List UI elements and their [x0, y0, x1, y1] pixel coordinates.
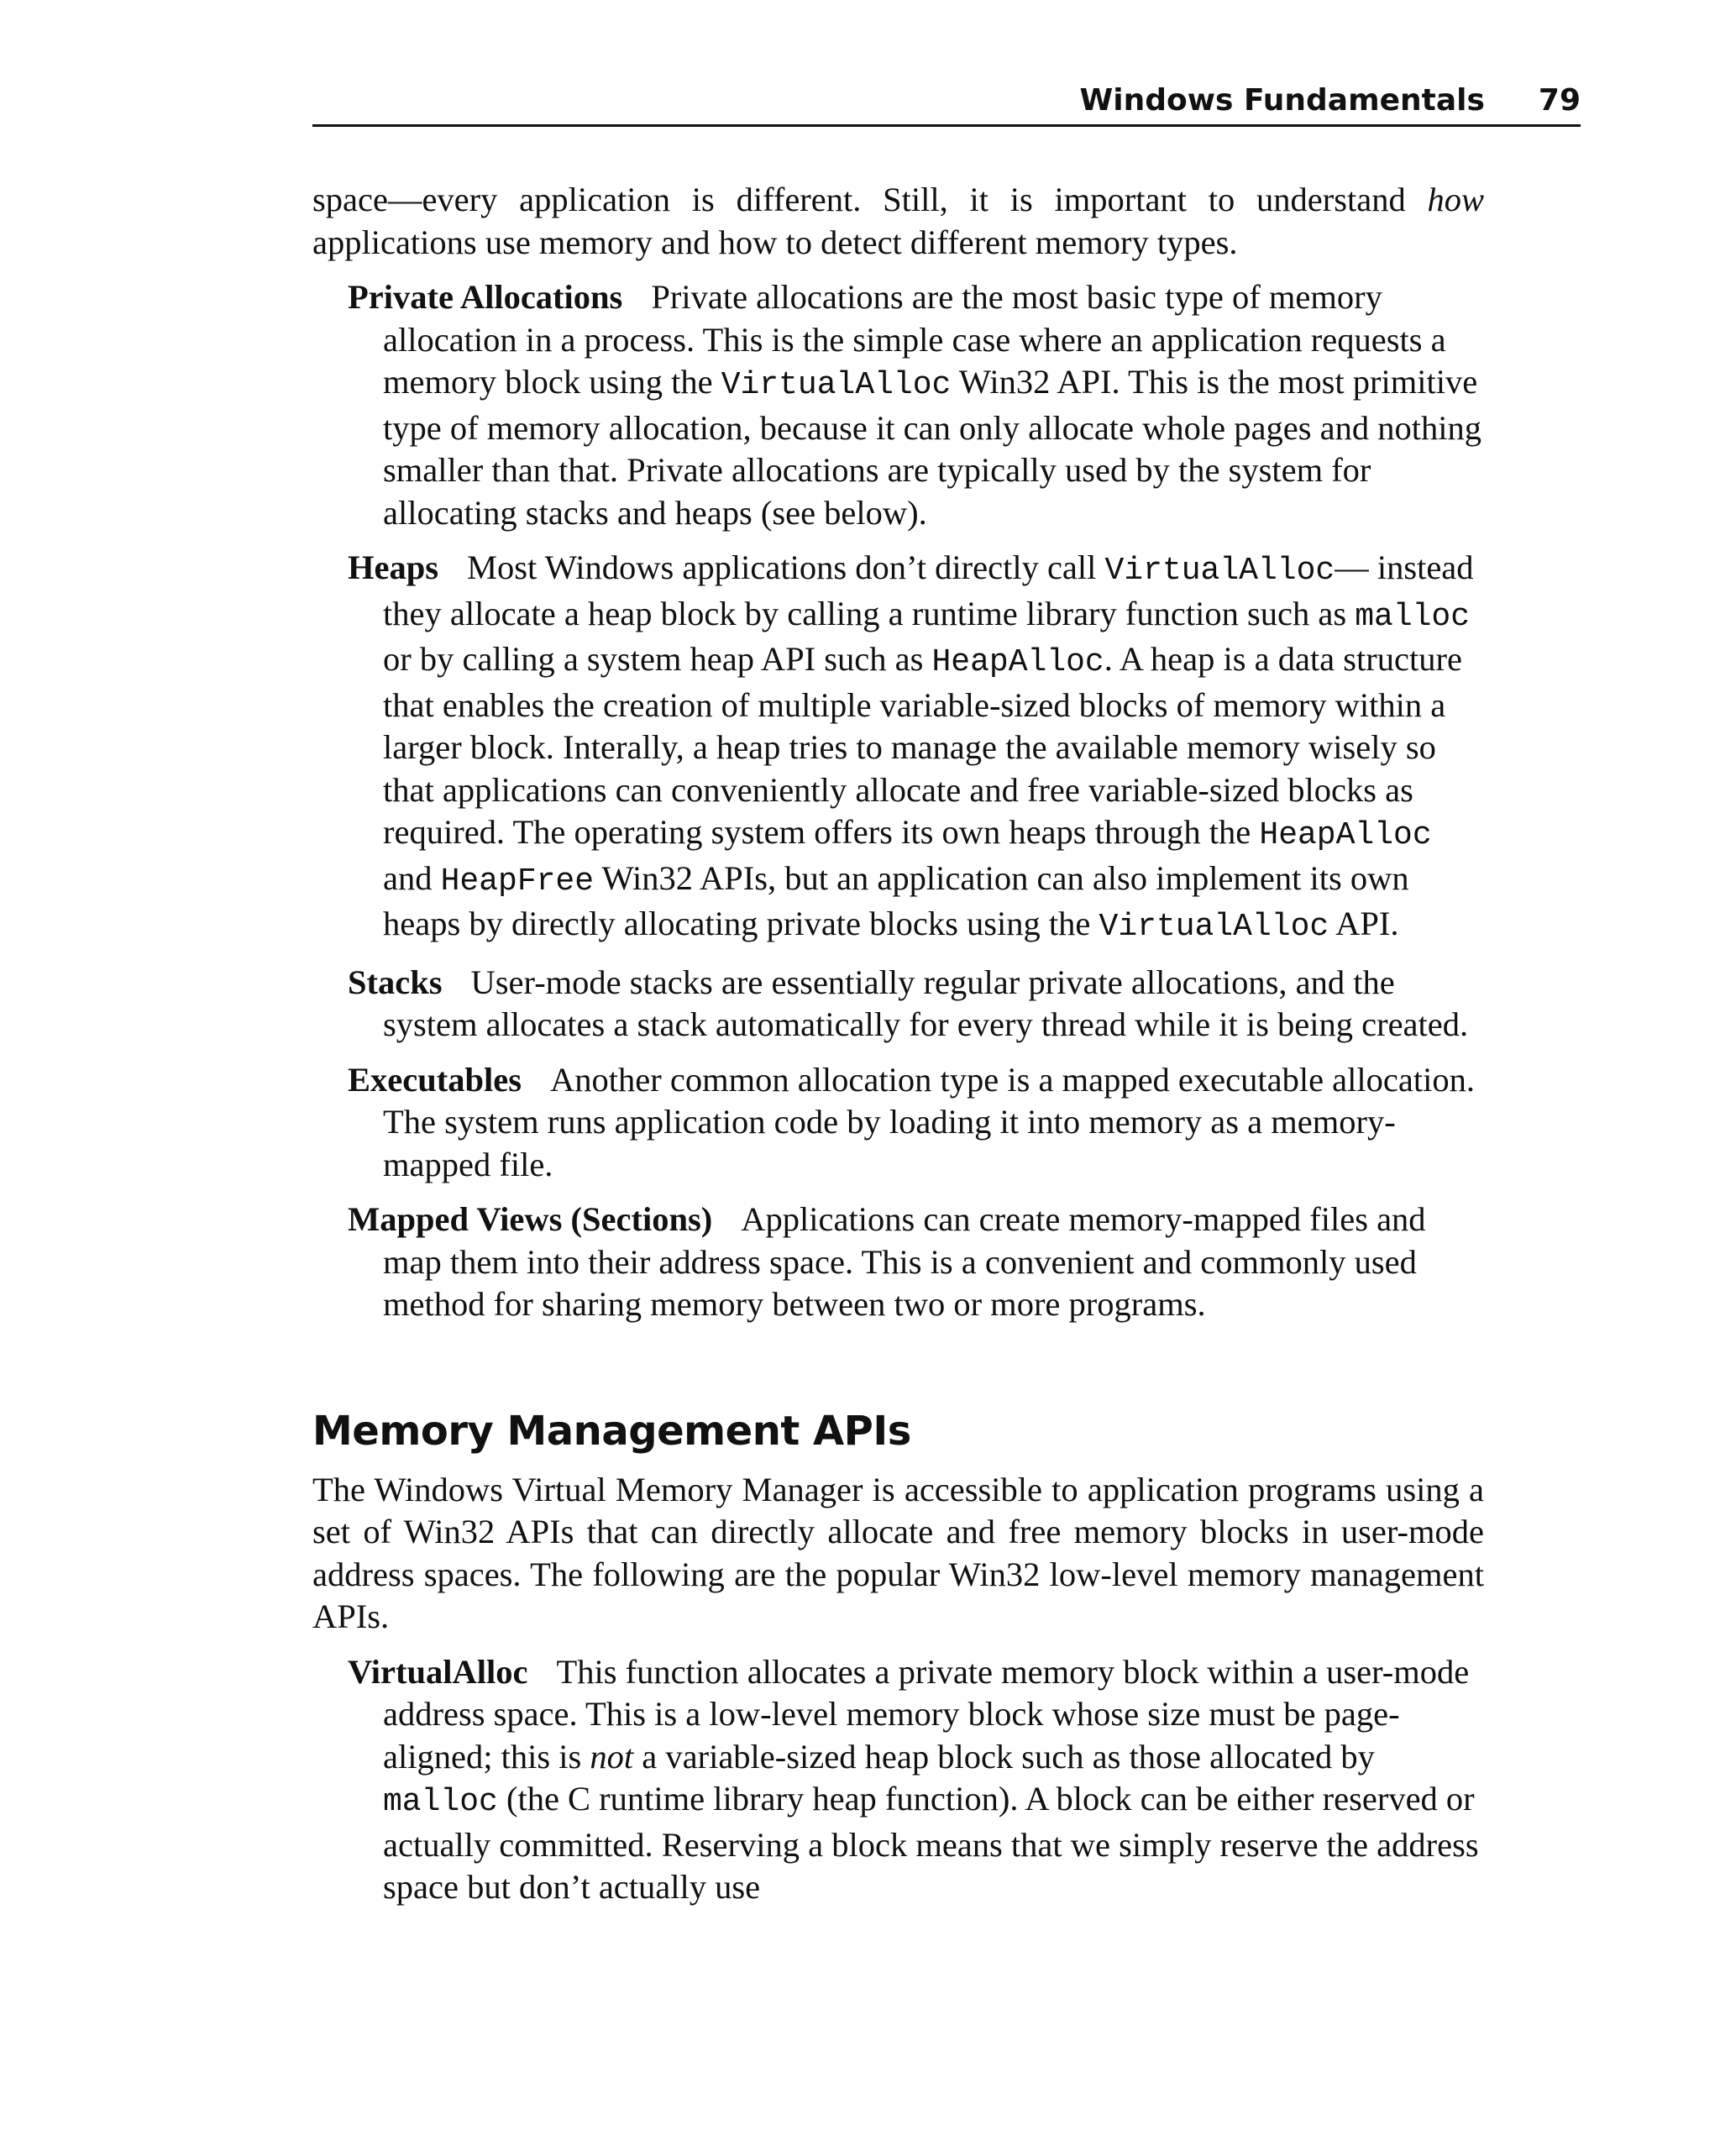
entry-term: Heaps — [348, 548, 439, 586]
entry-text: User-mode stacks are essentially regular private allocations, and the system allocates a stack automatically for every thread while it is being created. — [383, 963, 1469, 1043]
entry-virtualalloc-api — [348, 1651, 1484, 1909]
entry-text: Applications can create memory-mapped files and map them into their address space. This is a convenient and commonly used method for sharing memory between two or more programs. — [383, 1200, 1426, 1323]
code-virtualalloc: VirtualAlloc — [1099, 909, 1329, 945]
entry-term: Private Allocations — [348, 278, 623, 316]
entry-text: or by calling a system heap API such as — [383, 640, 932, 678]
page-body — [312, 179, 1484, 1909]
entry-text: . A heap is a data structure that enables the creation of multiple variable-sized blocks of memory within a larger block. Interally, a heap tries to manage the available memory wisely so that applications can conveniently allocate and free variable-sized blocks as required. The operating system offers its own heaps through the — [383, 640, 1462, 851]
section-heading: Memory Management APIs — [312, 1407, 911, 1455]
entry-text: This function allocates a private memory block within a user-mode address space. This is a low-level memory block whose size must be page-aligned; this is — [383, 1652, 1470, 1776]
code-heapalloc: HeapAlloc — [1259, 817, 1432, 853]
entry-text: and — [383, 858, 441, 897]
entry-text: — instead they allocate a heap block by calling a runtime library function such as — [383, 548, 1474, 632]
entry-text: API. — [1329, 905, 1399, 942]
entry-text: (the C runtime library heap function). A block can be either reserved or actually committed. Reserving a block means that we simply reserve the address space but don’t actually use — [383, 1780, 1479, 1906]
section-paragraph: The Windows Virtual Memory Manager is accessible to application programs using a set of Win32 APIs that can directly allocate and free memory blocks in user-mode address spaces. The following are the popular Win32 low-level memory management APIs. — [312, 1470, 1484, 1635]
entry-term: Executables — [348, 1060, 522, 1099]
chapter-title: Windows Fundamentals — [1079, 83, 1485, 118]
entry-emphasis: not — [590, 1737, 634, 1776]
code-heapfree: HeapFree — [440, 863, 595, 900]
entry-private-allocations — [348, 276, 1484, 534]
intro-emphasis: how — [1427, 181, 1484, 218]
entry-text: Win32 API. This is the most primitive type of memory allocation, because it can only allocate whole pages and nothing smaller than that. Private allocations are typically used by the system for allocating stacks and heaps (see below). — [383, 363, 1481, 532]
entry-text: Another common allocation type is a mapped executable allocation. The system runs application code by loading it into memory as a memory-mapped file. — [383, 1060, 1475, 1183]
entry-mapped-views — [348, 1199, 1484, 1326]
intro-text-end: applications use memory and how to detect different memory types. — [312, 223, 1238, 261]
entry-text: Most Windows applications don’t directly call — [467, 548, 1105, 586]
entry-term: VirtualAlloc — [348, 1652, 528, 1691]
entry-text: Win32 APIs, but an application can also implement its own heaps by directly allocating private blocks using the — [383, 858, 1409, 942]
running-head — [312, 77, 1581, 127]
entry-heaps — [348, 547, 1484, 949]
code-heapalloc: HeapAlloc — [931, 644, 1104, 680]
code-virtualalloc: VirtualAlloc — [721, 367, 952, 403]
code-virtualalloc: VirtualAlloc — [1104, 553, 1335, 589]
intro-paragraph — [312, 179, 1484, 264]
entry-text: Private allocations are the most basic type of memory allocation in a process. This is the simple case where an application requests a memory block using the — [383, 278, 1446, 401]
entry-term: Mapped Views (Sections) — [348, 1200, 713, 1238]
code-malloc: malloc — [383, 1784, 498, 1820]
code-malloc: malloc — [1355, 598, 1471, 635]
entry-executables — [348, 1059, 1484, 1187]
intro-text: space—every application is different. Still, it is important to understand — [312, 181, 1428, 218]
entry-stacks — [348, 962, 1484, 1047]
entry-text: a variable-sized heap block such as those allocated by — [633, 1737, 1375, 1776]
page-number: 79 — [1538, 83, 1581, 118]
entry-term: Stacks — [348, 963, 443, 1001]
